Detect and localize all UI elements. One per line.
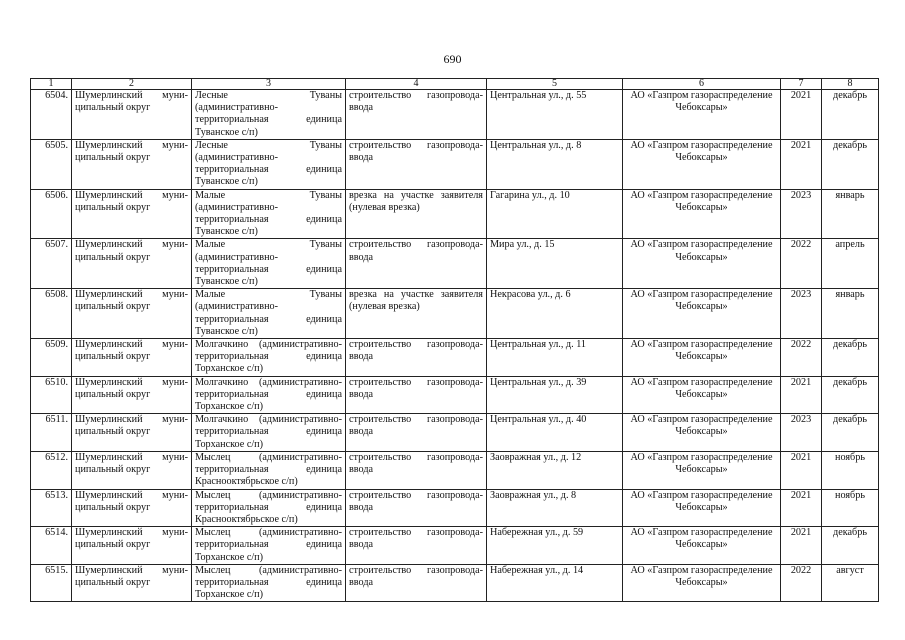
- district-cell: Шумерлинский муни-ципальный округ: [72, 376, 192, 414]
- district-cell: Шумерлинский муни-ципальный округ: [72, 289, 192, 339]
- table-row: [31, 414, 879, 452]
- year-cell: 2021: [781, 139, 822, 189]
- column-header: 2: [72, 79, 192, 90]
- district-cell: Шумерлинский муни-ципальный округ: [72, 90, 192, 140]
- table-body: [31, 90, 879, 602]
- table-header: [31, 79, 879, 90]
- column-header: 5: [487, 79, 623, 90]
- table-row: [31, 527, 879, 565]
- month-cell: декабрь: [822, 139, 879, 189]
- address-cell: Центральная ул., д. 55: [487, 90, 623, 140]
- work-type-cell: строительство газопровода-ввода: [346, 239, 487, 289]
- column-header: 6: [623, 79, 781, 90]
- locality-cell: Молгачкино (административно-территориальная единица Торханское с/п): [192, 414, 346, 452]
- month-cell: декабрь: [822, 90, 879, 140]
- month-cell: январь: [822, 289, 879, 339]
- row-number-cell: 6513.: [31, 489, 72, 527]
- locality-cell: Молгачкино (административно-территориальная единица Торханское с/п): [192, 339, 346, 377]
- column-header: 4: [346, 79, 487, 90]
- district-cell: Шумерлинский муни-ципальный округ: [72, 414, 192, 452]
- district-cell: Шумерлинский муни-ципальный округ: [72, 451, 192, 489]
- row-number-cell: 6510.: [31, 376, 72, 414]
- address-cell: Набережная ул., д. 59: [487, 527, 623, 565]
- month-cell: декабрь: [822, 414, 879, 452]
- gasification-table: [30, 78, 879, 602]
- address-cell: Центральная ул., д. 40: [487, 414, 623, 452]
- year-cell: 2023: [781, 289, 822, 339]
- table-row: [31, 289, 879, 339]
- locality-cell: Малые Туваны (административно-территориальная единица Туванское с/п): [192, 289, 346, 339]
- district-cell: Шумерлинский муни-ципальный округ: [72, 527, 192, 565]
- work-type-cell: строительство газопровода-ввода: [346, 489, 487, 527]
- address-cell: Набережная ул., д. 14: [487, 564, 623, 602]
- organization-cell: АО «Газпром газораспределение Чебоксары»: [623, 289, 781, 339]
- year-cell: 2023: [781, 414, 822, 452]
- organization-cell: АО «Газпром газораспределение Чебоксары»: [623, 489, 781, 527]
- organization-cell: АО «Газпром газораспределение Чебоксары»: [623, 376, 781, 414]
- organization-cell: АО «Газпром газораспределение Чебоксары»: [623, 339, 781, 377]
- year-cell: 2021: [781, 451, 822, 489]
- table-row: [31, 451, 879, 489]
- work-type-cell: строительство газопровода-ввода: [346, 376, 487, 414]
- page-number: 690: [443, 52, 462, 66]
- work-type-cell: строительство газопровода-ввода: [346, 139, 487, 189]
- header-row: [31, 79, 879, 90]
- month-cell: декабрь: [822, 376, 879, 414]
- month-cell: декабрь: [822, 339, 879, 377]
- address-cell: Заовражная ул., д. 12: [487, 451, 623, 489]
- organization-cell: АО «Газпром газораспределение Чебоксары»: [623, 139, 781, 189]
- row-number-cell: 6514.: [31, 527, 72, 565]
- district-cell: Шумерлинский муни-ципальный округ: [72, 339, 192, 377]
- address-cell: Центральная ул., д. 8: [487, 139, 623, 189]
- month-cell: январь: [822, 189, 879, 239]
- locality-cell: Мыслец (административно-территориальная единица Торханское с/п): [192, 527, 346, 565]
- month-cell: ноябрь: [822, 489, 879, 527]
- organization-cell: АО «Газпром газораспределение Чебоксары»: [623, 527, 781, 565]
- year-cell: 2022: [781, 339, 822, 377]
- work-type-cell: строительство газопровода-ввода: [346, 339, 487, 377]
- column-header: 8: [822, 79, 879, 90]
- table-row: [31, 189, 879, 239]
- row-number-cell: 6515.: [31, 564, 72, 602]
- work-type-cell: строительство газопровода-ввода: [346, 451, 487, 489]
- locality-cell: Малые Туваны (административно-территориальная единица Туванское с/п): [192, 189, 346, 239]
- year-cell: 2023: [781, 189, 822, 239]
- address-cell: Мира ул., д. 15: [487, 239, 623, 289]
- work-type-cell: врезка на участке заявителя (нулевая врезка): [346, 289, 487, 339]
- table-row: [31, 339, 879, 377]
- table-row: [31, 564, 879, 602]
- table-row: [31, 139, 879, 189]
- row-number-cell: 6511.: [31, 414, 72, 452]
- table-row: [31, 90, 879, 140]
- year-cell: 2021: [781, 527, 822, 565]
- organization-cell: АО «Газпром газораспределение Чебоксары»: [623, 239, 781, 289]
- locality-cell: Молгачкино (административно-территориальная единица Торханское с/п): [192, 376, 346, 414]
- address-cell: Заовражная ул., д. 8: [487, 489, 623, 527]
- month-cell: ноябрь: [822, 451, 879, 489]
- month-cell: декабрь: [822, 527, 879, 565]
- table-row: [31, 376, 879, 414]
- row-number-cell: 6512.: [31, 451, 72, 489]
- work-type-cell: строительство газопровода-ввода: [346, 90, 487, 140]
- locality-cell: Малые Туваны (административно-территориальная единица Туванское с/п): [192, 239, 346, 289]
- work-type-cell: строительство газопровода-ввода: [346, 527, 487, 565]
- row-number-cell: 6509.: [31, 339, 72, 377]
- locality-cell: Лесные Туваны (административно-территориальная единица Туванское с/п): [192, 90, 346, 140]
- locality-cell: Мыслец (административно-территориальная единица Краснооктябрьское с/п): [192, 489, 346, 527]
- organization-cell: АО «Газпром газораспределение Чебоксары»: [623, 564, 781, 602]
- row-number-cell: 6507.: [31, 239, 72, 289]
- year-cell: 2021: [781, 376, 822, 414]
- district-cell: Шумерлинский муни-ципальный округ: [72, 189, 192, 239]
- column-header: 1: [31, 79, 72, 90]
- month-cell: август: [822, 564, 879, 602]
- address-cell: Центральная ул., д. 11: [487, 339, 623, 377]
- year-cell: 2021: [781, 489, 822, 527]
- table-row: [31, 239, 879, 289]
- row-number-cell: 6504.: [31, 90, 72, 140]
- district-cell: Шумерлинский муни-ципальный округ: [72, 564, 192, 602]
- work-type-cell: строительство газопровода-ввода: [346, 414, 487, 452]
- district-cell: Шумерлинский муни-ципальный округ: [72, 239, 192, 289]
- organization-cell: АО «Газпром газораспределение Чебоксары»: [623, 90, 781, 140]
- year-cell: 2021: [781, 90, 822, 140]
- organization-cell: АО «Газпром газораспределение Чебоксары»: [623, 189, 781, 239]
- locality-cell: Мыслец (административно-территориальная единица Торханское с/п): [192, 564, 346, 602]
- column-header: 7: [781, 79, 822, 90]
- work-type-cell: строительство газопровода-ввода: [346, 564, 487, 602]
- row-number-cell: 6508.: [31, 289, 72, 339]
- month-cell: апрель: [822, 239, 879, 289]
- year-cell: 2022: [781, 564, 822, 602]
- row-number-cell: 6506.: [31, 189, 72, 239]
- address-cell: Центральная ул., д. 39: [487, 376, 623, 414]
- locality-cell: Лесные Туваны (административно-территориальная единица Туванское с/п): [192, 139, 346, 189]
- organization-cell: АО «Газпром газораспределение Чебоксары»: [623, 414, 781, 452]
- district-cell: Шумерлинский муни-ципальный округ: [72, 139, 192, 189]
- district-cell: Шумерлинский муни-ципальный округ: [72, 489, 192, 527]
- address-cell: Некрасова ул., д. 6: [487, 289, 623, 339]
- organization-cell: АО «Газпром газораспределение Чебоксары»: [623, 451, 781, 489]
- year-cell: 2022: [781, 239, 822, 289]
- column-header: 3: [192, 79, 346, 90]
- locality-cell: Мыслец (административно-территориальная единица Краснооктябрьское с/п): [192, 451, 346, 489]
- row-number-cell: 6505.: [31, 139, 72, 189]
- work-type-cell: врезка на участке заявителя (нулевая врезка): [346, 189, 487, 239]
- address-cell: Гагарина ул., д. 10: [487, 189, 623, 239]
- table-row: [31, 489, 879, 527]
